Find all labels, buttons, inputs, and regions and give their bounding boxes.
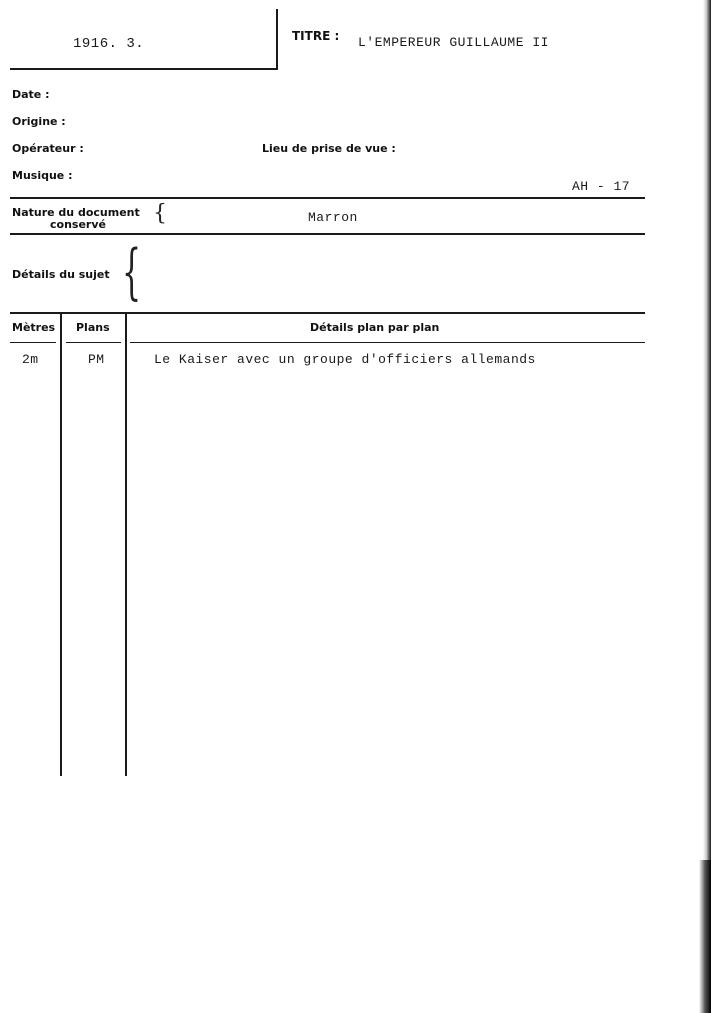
details-sujet-brace: { bbox=[122, 237, 142, 307]
column-divider bbox=[125, 314, 127, 776]
scan-edge-shadow bbox=[699, 860, 711, 1013]
lieu-label: Lieu de prise de vue : bbox=[262, 142, 396, 155]
column-header-details: Détails plan par plan bbox=[310, 321, 440, 334]
nature-brace: { bbox=[153, 201, 167, 226]
nature-value: Marron bbox=[308, 210, 358, 225]
document-reference: 1916. 3. bbox=[73, 36, 145, 52]
operateur-label: Opérateur : bbox=[12, 142, 84, 155]
header-box-bottom-border bbox=[10, 68, 278, 70]
archive-code: AH - 17 bbox=[572, 179, 631, 194]
date-label: Date : bbox=[12, 88, 50, 101]
column-header-metres: Mètres bbox=[12, 321, 56, 334]
header-box-right-border bbox=[276, 9, 278, 69]
column-divider bbox=[60, 314, 62, 776]
nature-label-line2: conservé bbox=[50, 218, 106, 231]
title-label: TITRE : bbox=[292, 29, 340, 43]
origine-label: Origine : bbox=[12, 115, 66, 128]
title-value: L'EMPEREUR GUILLAUME II bbox=[358, 35, 549, 50]
table-row-details: Le Kaiser avec un groupe d'officiers allemands bbox=[154, 352, 536, 367]
details-sujet-label: Détails du sujet bbox=[12, 268, 110, 281]
separator-line bbox=[10, 197, 645, 199]
musique-label: Musique : bbox=[12, 169, 73, 182]
table-row-plans: PM bbox=[88, 352, 105, 367]
table-row-metres: 2m bbox=[22, 352, 39, 367]
nature-label-line1: Nature du document bbox=[12, 206, 140, 219]
header-underline bbox=[10, 342, 56, 343]
separator-line bbox=[10, 233, 645, 235]
column-header-plans: Plans bbox=[76, 321, 110, 334]
header-underline bbox=[130, 342, 645, 343]
header-underline bbox=[66, 342, 121, 343]
separator-line bbox=[10, 312, 645, 314]
